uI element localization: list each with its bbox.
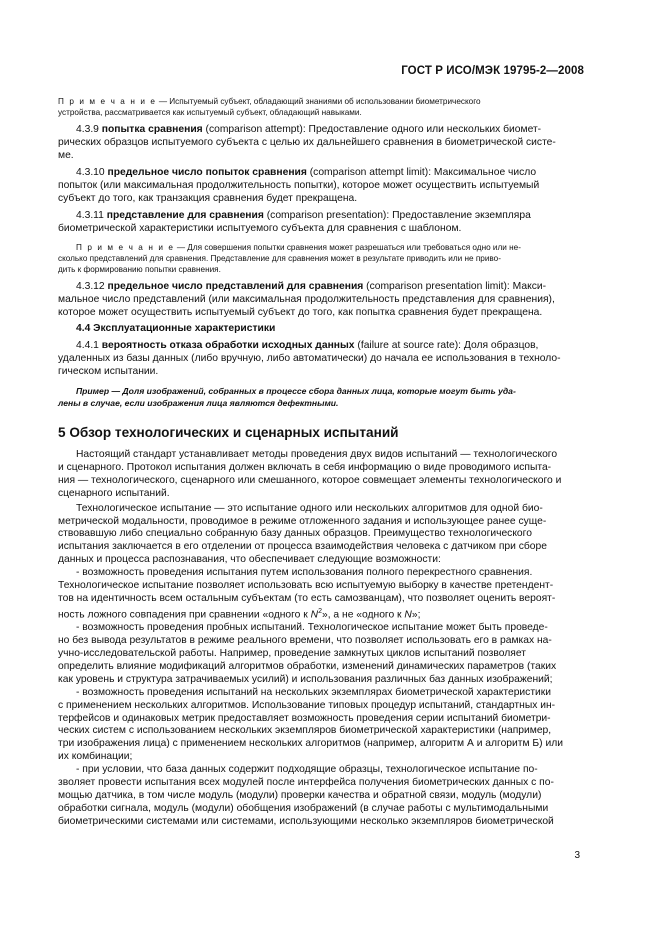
term: вероятность отказа обработки исходных данных [101,339,355,351]
text: ность ложного совпадения при сравнении «одного к [58,609,311,621]
page-content [58,96,585,829]
paragraph-line: и сценарного. Протокол испытания должен включать в себя информацию о виде проводимого испыта- [58,461,552,473]
paragraph-line: сценарного испытаний. [58,487,170,499]
text: »; [411,609,421,621]
term-english: (comparison attempt): [202,124,306,136]
clause-text: (failure at source rate): Доля образцов, [354,339,539,351]
bullet-line: тов на идентичность всем остальным субъектам (то есть самозванцам), что позволяет оценить вероят- [58,592,556,604]
bullet-1 [58,567,585,622]
bullet-line: - возможность проведения испытаний на нескольких экземплярах биометрической характеристики [76,686,552,698]
bullet-line: обработки сигнала, модуль (модули) обобщения изображений (в случае работы с мультимодальными [58,802,549,814]
example-text: Пример — Доля изображений, собранных в процессе сбора данных лица, которые могут быть уда- [76,385,516,396]
superscript: 2 [318,607,322,615]
bullet-line: - возможность проведения испытания путем использования полного перекрестного сравнения. [76,567,533,579]
term: предельное число представлений для сравнения [107,281,364,293]
paragraph-line: данных и процесса распознавания, что обеспечивает следующие возможности: [58,554,441,566]
bullet-line: ческих систем с использованием нескольких экземпляров биометрической характеристики (например, [58,725,552,737]
bullet-line [58,606,585,622]
bullet-line: зволяет провести испытания всех модулей после интерфейса получения биометрических данных с по- [58,777,554,789]
clause-number: 4.4.1 [76,339,99,351]
bullet-line: но без вывода результатов в режиме реального времени, что позволяет использовать его в рамках на- [58,635,552,647]
note-text: сколько представлений для сравнения. Представление для сравнения может в результате приводить или не приво- [58,253,501,263]
clause-text: мальное число представлений (или максимальная продолжительность представления для сравнения), [58,294,555,306]
term: попытка сравнения [101,124,203,136]
clause-4-4-1 [58,339,585,379]
note-1 [58,96,585,118]
paragraph-line: испытания заключается в его отделении от процесса взаимодействия человека с датчиком при сборе [58,541,547,553]
document-id-header: ГОСТ Р ИСО/МЭК 19795-2—2008 [401,65,584,77]
math-n: N [310,609,319,621]
clause-number: 4.3.12 [76,281,105,293]
section-4-4-heading: 4.4 Эксплуатационные характеристики [76,322,276,334]
bullet-4 [58,764,585,829]
bullet-line: их комбинации; [58,751,133,763]
clause-text: (comparison presentation): Предоставление экземпляра [263,209,531,221]
clause-text: попыток (или максимальная продолжительность попытки), которое может осуществить испытуемый [58,180,540,192]
note-label: П р и м е ч а н и е [76,242,175,252]
clause-4-3-9 [58,124,585,163]
clause-number: 4.3.11 [76,209,104,221]
term: представление для сравнения [106,209,264,221]
bullet-line: учно-исследовательской работы. Например, проведение замкнутых циклов испытаний позволяет [58,648,526,660]
clause-number: 4.3.9 [76,124,99,136]
clause-text: (comparison attempt limit): Максимальное число [306,167,537,179]
clause-4-3-10 [58,167,585,206]
bullet-line: мощью датчика, в том числе модуль (модули) проверки качества и обратной связи, модуль (модули) [58,790,542,801]
clause-text: (comparison presentation limit): Макси- [363,281,547,293]
paragraph-line: метрической модальности, проводимое в режиме отложенного задания и использующее ранее суще- [58,515,547,527]
paragraph-line: ствовавшую либо специально собранную базу данных образцов. Преимущество технологического [58,528,532,540]
paragraph-2 [58,502,585,568]
clause-text: рических образцов испытуемого субъекта с целью их дальнейшего сравнения в биометрической систе- [58,137,556,149]
clause-text: удаленных из базы данных (либо вручную, либо автоматически) до начала ее использования в техноло- [58,352,561,364]
bullet-line: - возможность проведения пробных испытаний. Технологическое испытание может быть проведе- [76,622,548,634]
note-2 [58,242,585,276]
bullet-3 [58,686,585,764]
clause-text: гическом испытании. [58,365,159,377]
paragraph-1 [58,449,585,501]
bullet-line: терфейсов и одинаковых метрик предоставляет возможность проведения серии испытаний биометри- [58,712,551,724]
bullet-2 [58,622,585,687]
paragraph-line: Технологическое испытание — это испытание одного или нескольких алгоритмов для одной био- [76,502,543,514]
clause-text: субъект до того, как транзакция сравнения будет прекращена. [58,192,358,204]
clause-4-3-12 [58,281,585,320]
bullet-line: Технологическое испытание позволяет использовать всю испытуемую выборку в качестве претендент- [58,580,554,592]
note-text: дить к формированию попытки сравнения. [58,265,221,275]
bullet-line: биометрическими системами или системами, использующими несколько экземпляров биометрической [58,815,554,827]
example-text: лены в случае, если изображения лица являются дефектными. [58,397,339,408]
example-block [58,385,585,409]
text: », а не «одного к [321,609,405,621]
bullet-line: с применением нескольких алгоритмов. Использование типовых процедур испытаний, стандартных ин- [58,699,556,711]
clause-text: Предоставление одного или нескольких биомет- [305,124,542,136]
paragraph-line: ния — технологического, сценарного или смешанного, которое совмещает элементы технологического и [58,474,562,486]
bullet-line: как уровень и структура затрачиваемых усилий) и использования различных баз данных изображений; [58,673,553,685]
clause-text: биометрической характеристики испытуемого субъекта для сравнения с шаблоном. [58,222,462,234]
math-n: N [404,609,412,621]
clause-text: ме. [58,150,74,162]
clause-4-3-11 [58,209,585,236]
bullet-line: - при условии, что база данных содержит подходящие образцы, технологическое испытание по- [76,764,538,776]
note-text: — Испытуемый субъект, обладающий знаниями об использовании биометрического [156,97,481,106]
note-label: П р и м е ч а н и е [58,97,157,106]
note-text: устройства, рассматривается как испытуемый субъект, обладающий навыками. [58,108,362,118]
bullet-line: определить влияние модификаций алгоритмов обработки, изменений динамических параметров (таких [58,660,557,672]
section-5-heading: 5 Обзор технологических и сценарных испытаний [58,425,399,441]
paragraph-line: Настоящий стандарт устанавливает методы проведения двух видов испытаний — технологического [76,449,558,461]
clause-number: 4.3.10 [76,167,105,179]
clause-text: которое может осуществить испытуемый субъект до того, как попытка сравнения будет прекращена. [58,307,543,319]
term: предельное число попыток сравнения [107,167,307,179]
bullet-line: три изображения лица) с применением нескольких алгоритмов (например, алгоритм А и алгоритм Б) или [58,738,563,750]
page-number: 3 [574,850,580,861]
note-text: — Для совершения попытки сравнения может разрешаться или требоваться одно или не- [174,242,521,252]
